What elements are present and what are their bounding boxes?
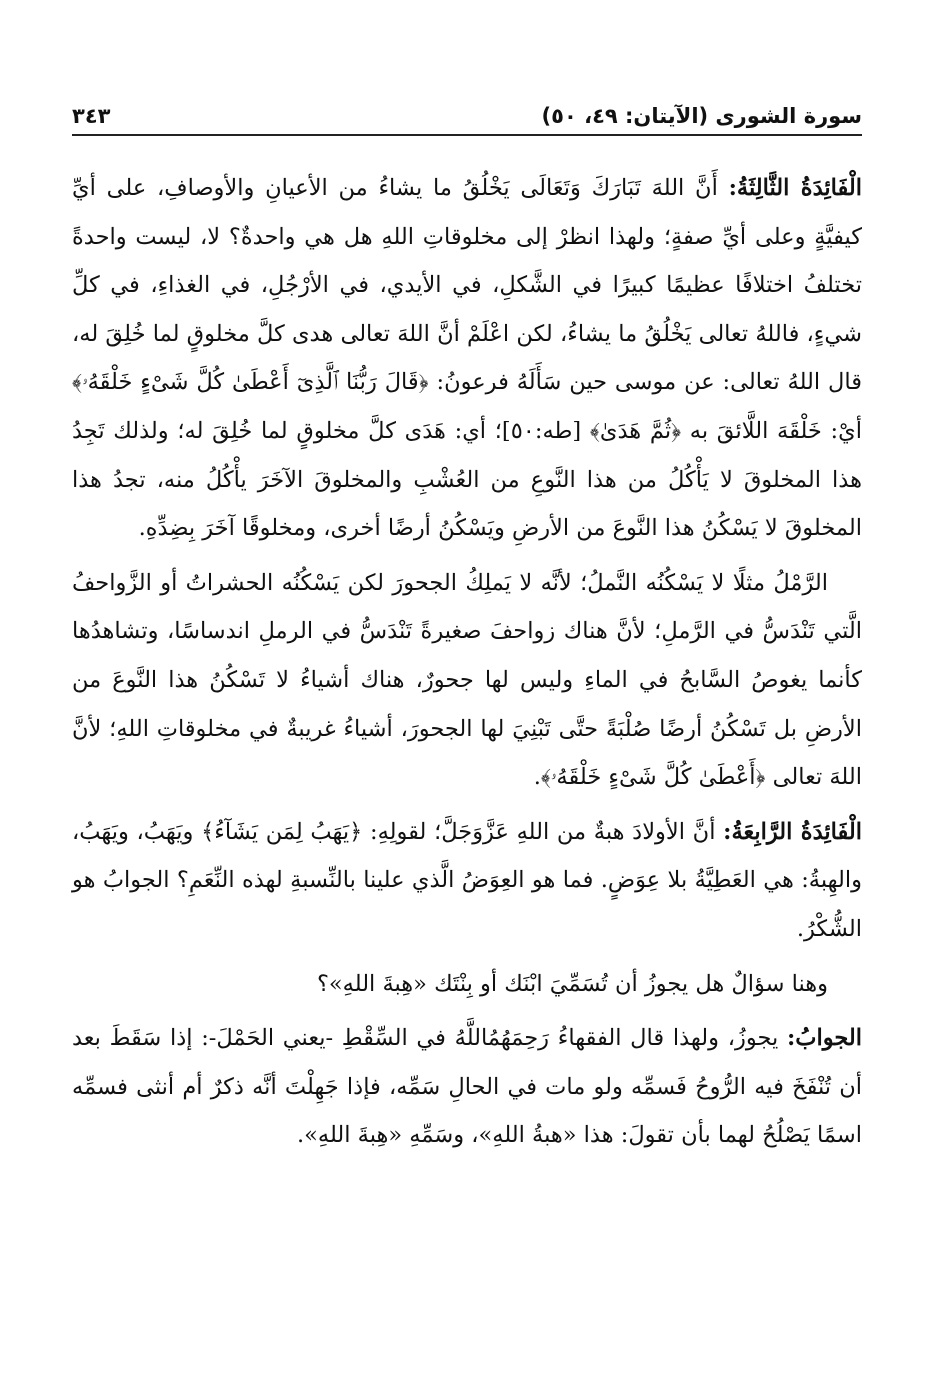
surah-reference: سورة الشورى (الآيتان: ٤٩، ٥٠) — [541, 104, 862, 128]
paragraph-text: وهنا سؤالٌ هل يجوزُ أن تُسَمِّيَ ابْنَك أو بِنْتَك «هِبةَ اللهِ»؟ — [316, 970, 828, 997]
book-page — [72, 96, 862, 1356]
paragraph-text: أنَّ الأولادَ هبةٌ من اللهِ عَزَّوَجَلَّ؛ لقولِهِ: ﴿يَهَبُ لِمَن يَشَآءُ﴾ ويَهَبُ، ويَهَبُ، والهِبةُ: هي العَطِيَّةُ بلا عِوَضٍ. فما هو العِوَضُ الَّذي علينا بالنِّسبةِ لهذه النِّعَمِ؟ الجوابُ هو الشُّكْرُ. — [72, 818, 862, 942]
answer-heading: الجوابُ: — [787, 1025, 862, 1052]
paragraph-fourth-benefit — [72, 808, 862, 954]
paragraph-answer — [72, 1014, 862, 1160]
page-number: ٣٤٣ — [72, 104, 111, 128]
paragraph-text: أَنَّ اللهَ تَبَارَكَ وَتَعَالَى يَخْلُقُ ما يشاءُ من الأعيانِ والأوصافِ، على أيِّ كيفيَّةٍ وعلى أيِّ صفةٍ؛ ولهذا انظرْ إلى مخلوقاتِ اللهِ هل هي واحدةٌ؟ لا، ليست واحدةً تختلفُ اختلافًا عظيمًا كبيرًا في الشَّكلِ، في الأيدي، في الأرْجُلِ، في الغذاءِ، في كلِّ شيءٍ، فاللهُ تعالى يَخْلُقُ ما يشاءُ، لكن اعْلَمْ أنَّ اللهَ تعالى هدى كلَّ مخلوقٍ لما خُلِقَ له، قال اللهُ تعالى: عن موسى حين سَأَلَهُ فرعونُ: ﴿قَالَ رَبُّنَا ٱلَّذِىٓ أَعْطَىٰ كُلَّ شَىْءٍ خَلْقَهُۥ﴾ أيْ: خَلْقَهَ اللَّائقَ به ﴿ثُمَّ هَدَىٰ﴾ [طه:٥٠]؛ أي: هَدَى كلَّ مخلوقٍ لما خُلِقَ له؛ ولذلك تَجِدُ هذا المخلوقَ لا يَأْكُلُ من هذا النَّوعِ من العُشْبِ والمخلوقَ الآخَرَ يأْكُلُ منه، تجدُ هذا المخلوقَ لا يَسْكُنُ هذا النَّوعَ من الأرضِ ويَسْكُنُ أرضًا أخرى، ومخلوقًا آخَرَ بِضِدِّهِ. — [72, 175, 862, 542]
paragraph-sand-example — [72, 559, 862, 802]
benefit-heading: الْفَائِدَةُ الثَّالِثَةُ: — [728, 175, 862, 201]
paragraph-text: يجوزُ، ولهذا قال الفقهاءُ رَحِمَهُمُاللَّهُ في السِّقْطِ -يعني الحَمْلَ-: إذا سَقَطَ بعد أن تُنْفَخَ فيه الرُّوحُ فَسمِّه ولو مات في الحالِ سَمِّه، فإذا جَهِلْتَ أنَّه ذكرٌ أم أنثى فسمِّه اسمًا يَصْلُحُ لهما بأن تقولَ: هذا «هبةُ اللهِ»، وسَمِّهِ «هِبةَ اللهِ». — [72, 1025, 862, 1149]
paragraph-text: الرَّمْلُ مثلًا لا يَسْكُنُه النَّملُ؛ لأنَّه لا يَملِكُ الجحورَ لكن يَسْكُنُه الحشراتُ أو الزَّواحفُ الَّتي تَنْدَسُّ في الرَّملِ؛ لأنَّ هناك زواحفَ صغيرةً تَنْدَسُّ في الرملِ اندساسًا، وتشاهدُها كأنما يغوصُ السَّابحُ في الماءِ وليس لها جحورٌ، هناك أشياءُ لا تَسْكُنُ هذا النَّوعَ من الأرضِ بل تَسْكُنُ أرضًا صُلْبَةً حتَّى تَبْنِيَ لها الجحورَ، أشياءُ غريبةٌ في مخلوقاتِ اللهِ؛ لأنَّ اللهَ تعالى ﴿أَعْطَىٰ كُلَّ شَىْءٍ خَلْقَهُۥ﴾. — [72, 569, 862, 791]
paragraph-question — [72, 960, 862, 1009]
body-text — [72, 164, 862, 1160]
paragraph-third-benefit — [72, 164, 862, 553]
running-header — [72, 96, 862, 136]
benefit-heading: الْفَائِدَةُ الرَّابِعَةُ: — [723, 818, 862, 845]
